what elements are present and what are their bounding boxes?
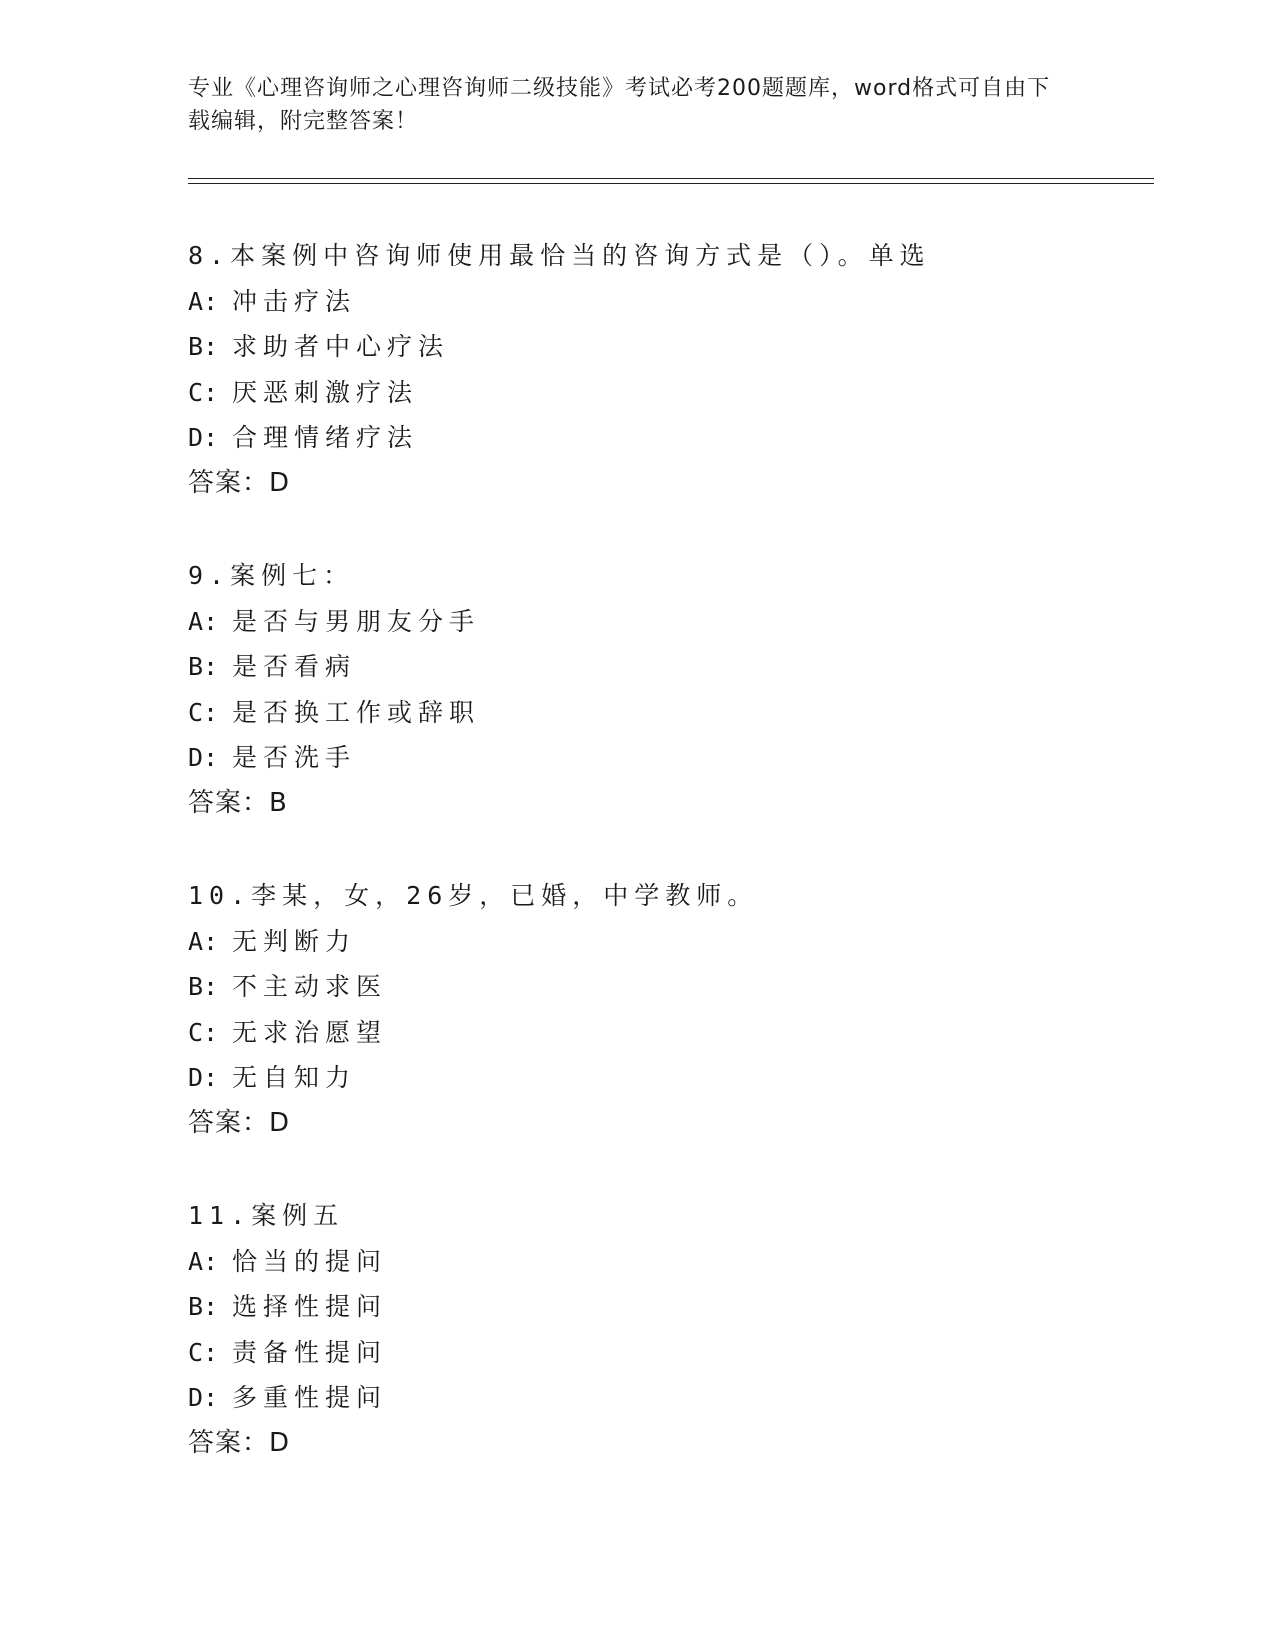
answer-line: 答案：B xyxy=(188,787,288,818)
question-block xyxy=(188,873,1148,1146)
question-text: 11.案例五 xyxy=(188,1201,345,1230)
option-letter: A: xyxy=(188,606,219,636)
option-c xyxy=(188,1330,1148,1376)
option-d xyxy=(188,415,1148,461)
header-divider-top xyxy=(188,178,1154,179)
option-c xyxy=(188,370,1148,416)
option-letter: B: xyxy=(188,652,219,681)
option-text: 是否与男朋友分手 xyxy=(232,606,481,636)
option-b xyxy=(188,324,1148,370)
option-letter: A: xyxy=(188,1246,219,1276)
question-text: 9.案例七： xyxy=(188,561,355,590)
option-text: 厌恶刺激疗法 xyxy=(232,377,419,407)
answer-line: 答案：D xyxy=(188,1107,291,1138)
option-b xyxy=(188,1284,1148,1330)
option-text: 恰当的提问 xyxy=(232,1246,388,1276)
question-block xyxy=(188,1193,1148,1466)
option-letter: C: xyxy=(188,1337,219,1367)
option-text: 冲击疗法 xyxy=(232,286,357,316)
option-text: 责备性提问 xyxy=(232,1337,388,1367)
option-letter: B: xyxy=(188,1292,219,1321)
option-a xyxy=(188,599,1148,645)
option-a xyxy=(188,1239,1148,1285)
answer-line: 答案：D xyxy=(188,1427,291,1458)
option-letter: D: xyxy=(188,743,219,772)
option-letter: D: xyxy=(188,1383,219,1412)
option-text: 是否洗手 xyxy=(232,743,357,772)
option-letter: D: xyxy=(188,1063,219,1092)
option-text: 不主动求医 xyxy=(232,972,388,1001)
option-letter: C: xyxy=(188,697,219,727)
option-text: 合理情绪疗法 xyxy=(232,423,419,452)
header-divider-bottom xyxy=(188,183,1154,184)
document-intro: 专业《心理咨询师之心理咨询师二级技能》考试必考200题题库，word格式可自由下载编辑，附完整答案！ xyxy=(188,76,1051,134)
question-text: 8.本案例中咨询师使用最恰当的咨询方式是（）。单选 xyxy=(188,241,931,270)
option-d xyxy=(188,735,1148,781)
option-text: 选择性提问 xyxy=(232,1292,388,1321)
option-letter: B: xyxy=(188,332,219,361)
option-letter: D: xyxy=(188,423,219,452)
option-b xyxy=(188,644,1148,690)
option-a xyxy=(188,919,1148,965)
question-text: 10.李某，女，26岁，已婚，中学教师。 xyxy=(188,881,759,910)
option-text: 无判断力 xyxy=(232,926,357,956)
option-text: 无自知力 xyxy=(232,1063,357,1092)
option-letter: A: xyxy=(188,286,219,316)
option-text: 无求治愿望 xyxy=(232,1017,388,1047)
option-c xyxy=(188,1010,1148,1056)
option-letter: A: xyxy=(188,926,219,956)
option-d xyxy=(188,1055,1148,1101)
option-d xyxy=(188,1375,1148,1421)
option-c xyxy=(188,690,1148,736)
option-text: 求助者中心疗法 xyxy=(232,332,450,361)
question-block xyxy=(188,553,1148,826)
option-a xyxy=(188,279,1148,325)
option-letter: C: xyxy=(188,377,219,407)
option-letter: B: xyxy=(188,972,219,1001)
option-text: 是否换工作或辞职 xyxy=(232,697,481,727)
option-b xyxy=(188,964,1148,1010)
question-block xyxy=(188,233,1148,506)
option-letter: C: xyxy=(188,1017,219,1047)
answer-line: 答案：D xyxy=(188,467,291,498)
option-text: 是否看病 xyxy=(232,652,357,681)
option-text: 多重性提问 xyxy=(232,1383,388,1412)
